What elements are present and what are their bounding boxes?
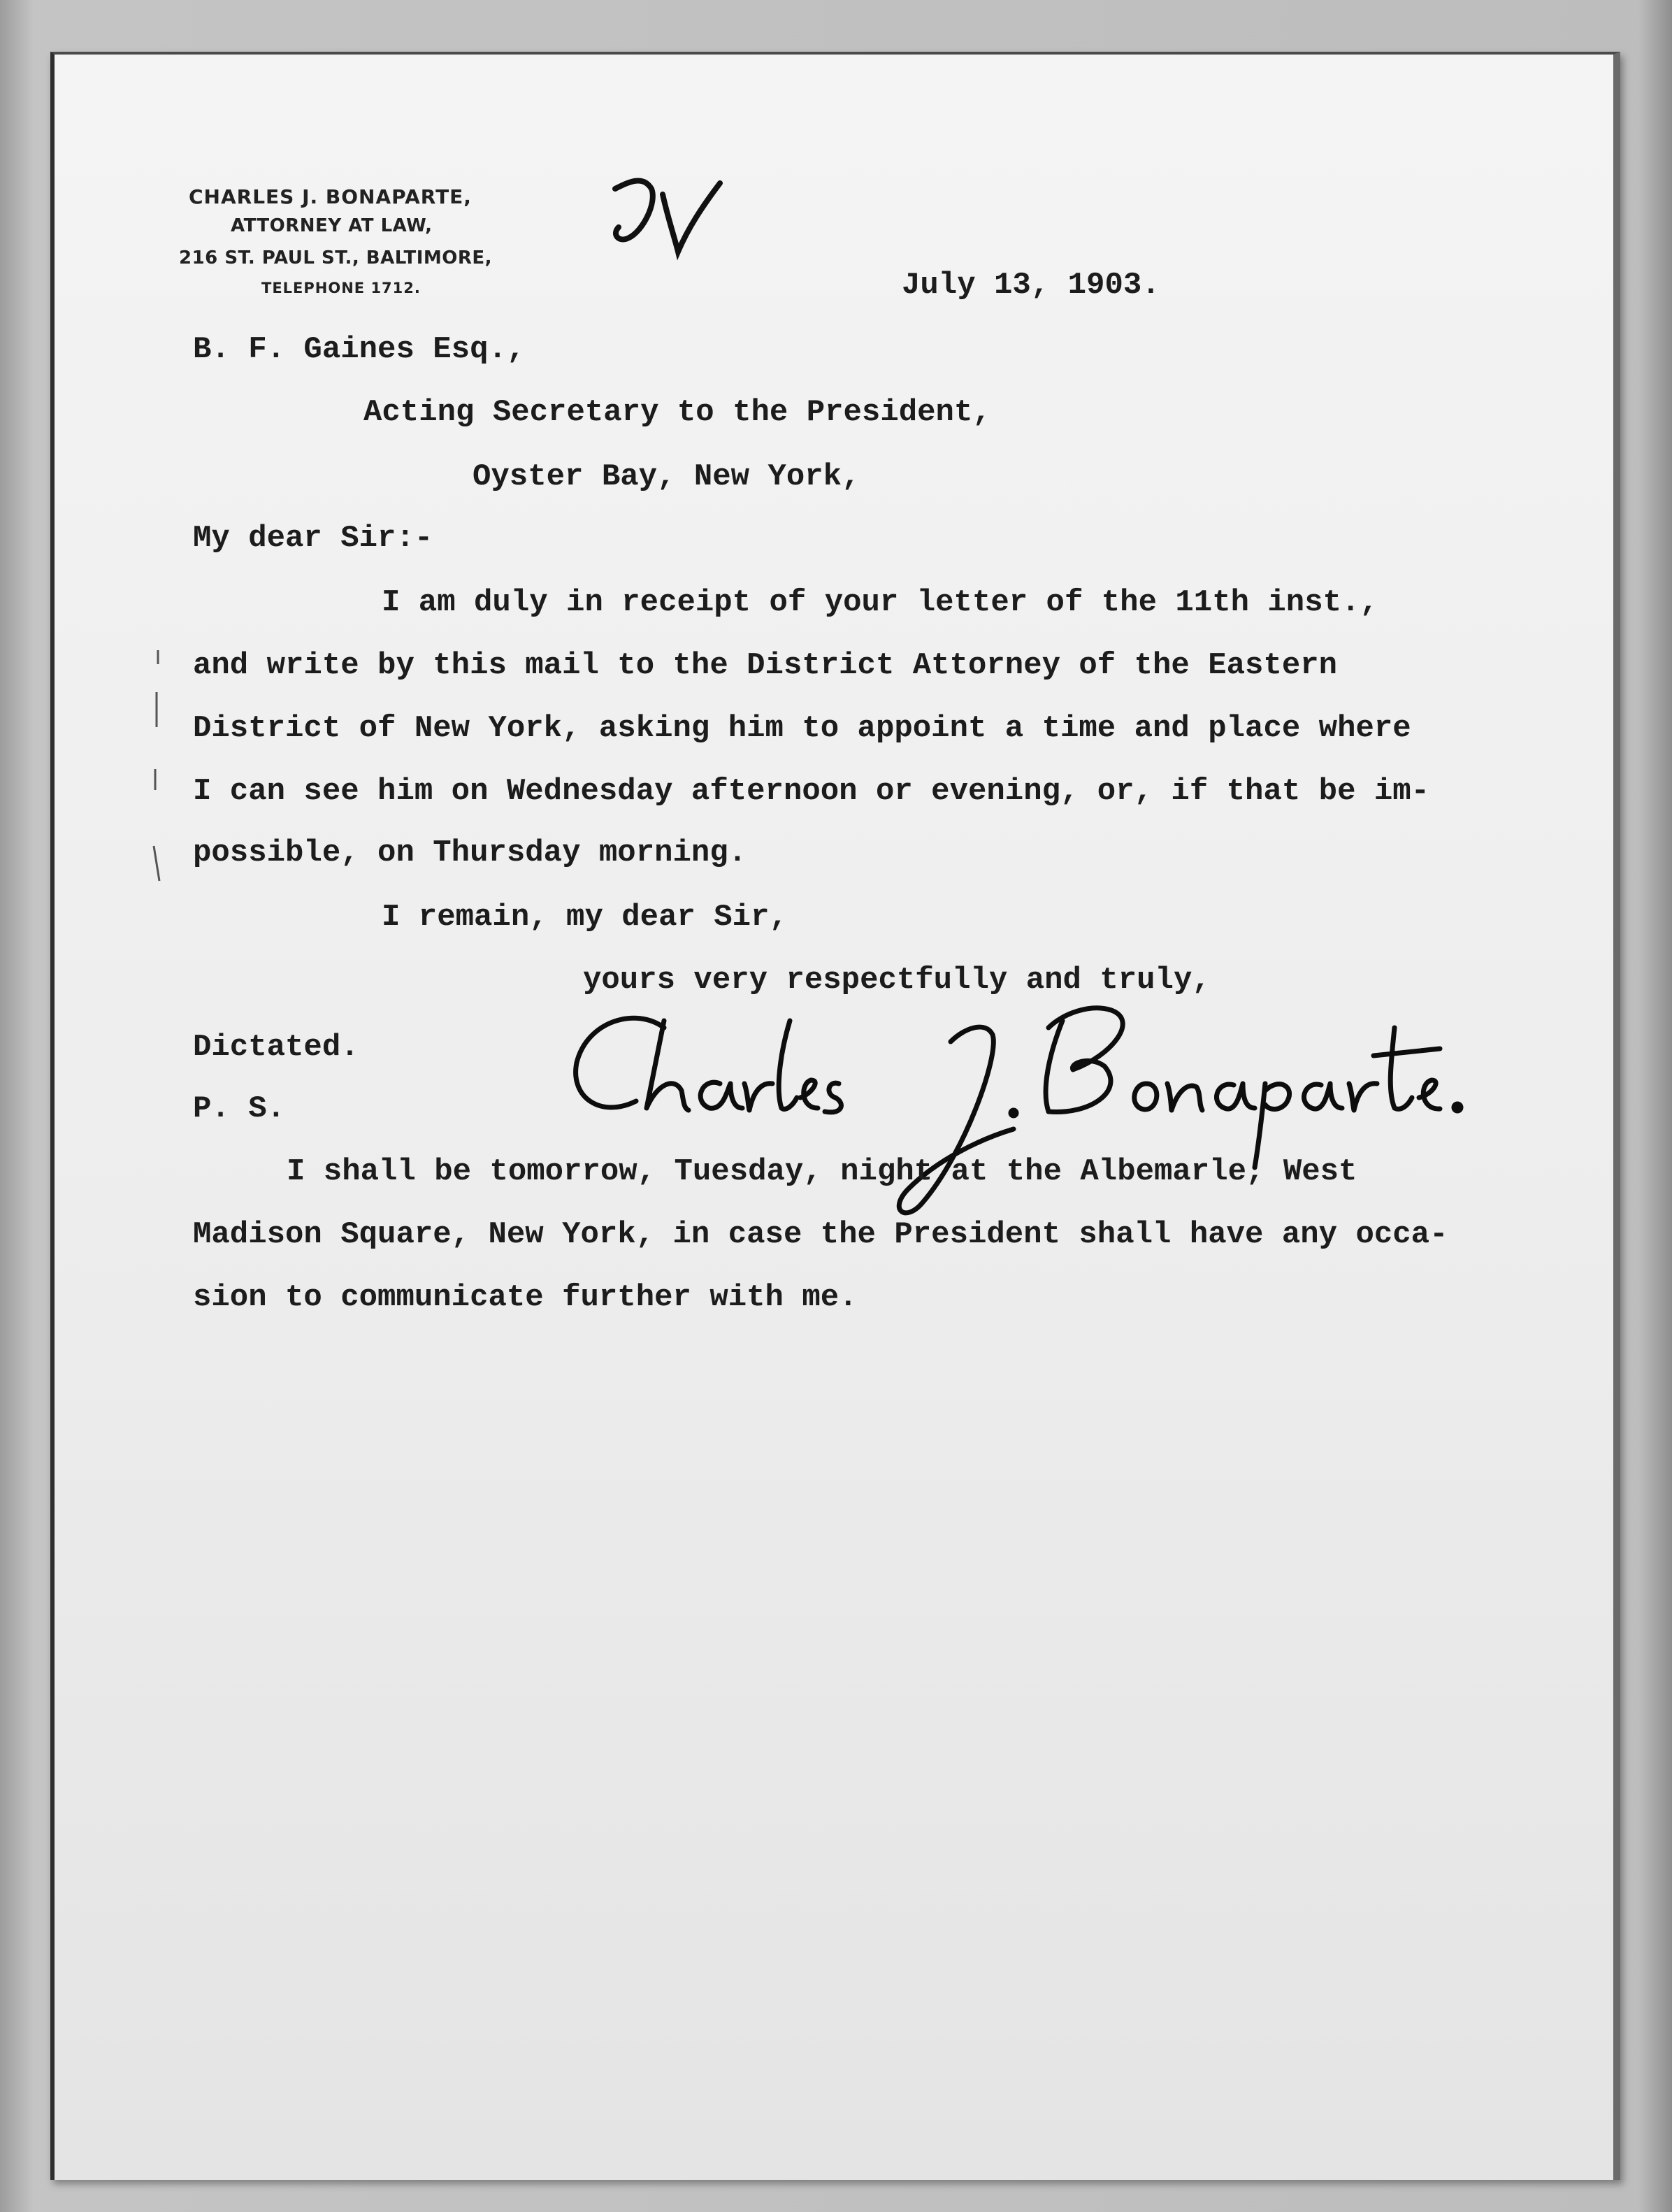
letter-date: July 13, 1903.: [902, 268, 1160, 303]
margin-marks: [144, 650, 172, 888]
ps-line: sion to communicate further with me.: [193, 1280, 858, 1315]
closing-respectfully: yours very respectfully and truly,: [583, 963, 1211, 998]
body-line: I can see him on Wednesday afternoon or evening, or, if that be im-: [193, 774, 1430, 809]
recipient-name: B. F. Gaines Esq.,: [193, 332, 526, 367]
body-line: possible, on Thursday morning.: [193, 835, 747, 870]
salutation: My dear Sir:-: [193, 521, 433, 556]
body-line: District of New York, asking him to appoint a time and place where: [193, 711, 1411, 746]
letterhead-title: ATTORNEY AT LAW,: [231, 215, 433, 236]
ps-line: I shall be tomorrow, Tuesday, night at the Albemarle, West: [287, 1154, 1357, 1189]
handwritten-signature: [559, 979, 1580, 1244]
ps-line: Madison Square, New York, in case the President shall have any occa-: [193, 1217, 1448, 1252]
recipient-title: Acting Secretary to the President,: [363, 395, 991, 430]
letterhead-address: 216 ST. PAUL ST., BALTIMORE,: [179, 247, 493, 268]
body-line: I am duly in receipt of your letter of the 11th inst.,: [382, 585, 1378, 620]
closing-remain: I remain, my dear Sir,: [382, 900, 788, 935]
letterhead-name: CHARLES J. BONAPARTE,: [189, 185, 472, 208]
letterhead-telephone: TELEPHONE 1712.: [261, 280, 421, 296]
recipient-location: Oyster Bay, New York,: [473, 459, 860, 494]
dictated-note: Dictated.: [193, 1030, 359, 1065]
body-line: and write by this mail to the District Attorney of the Eastern: [193, 648, 1338, 683]
ps-label: P. S.: [193, 1091, 286, 1126]
handwritten-initials-mark: [601, 168, 727, 266]
